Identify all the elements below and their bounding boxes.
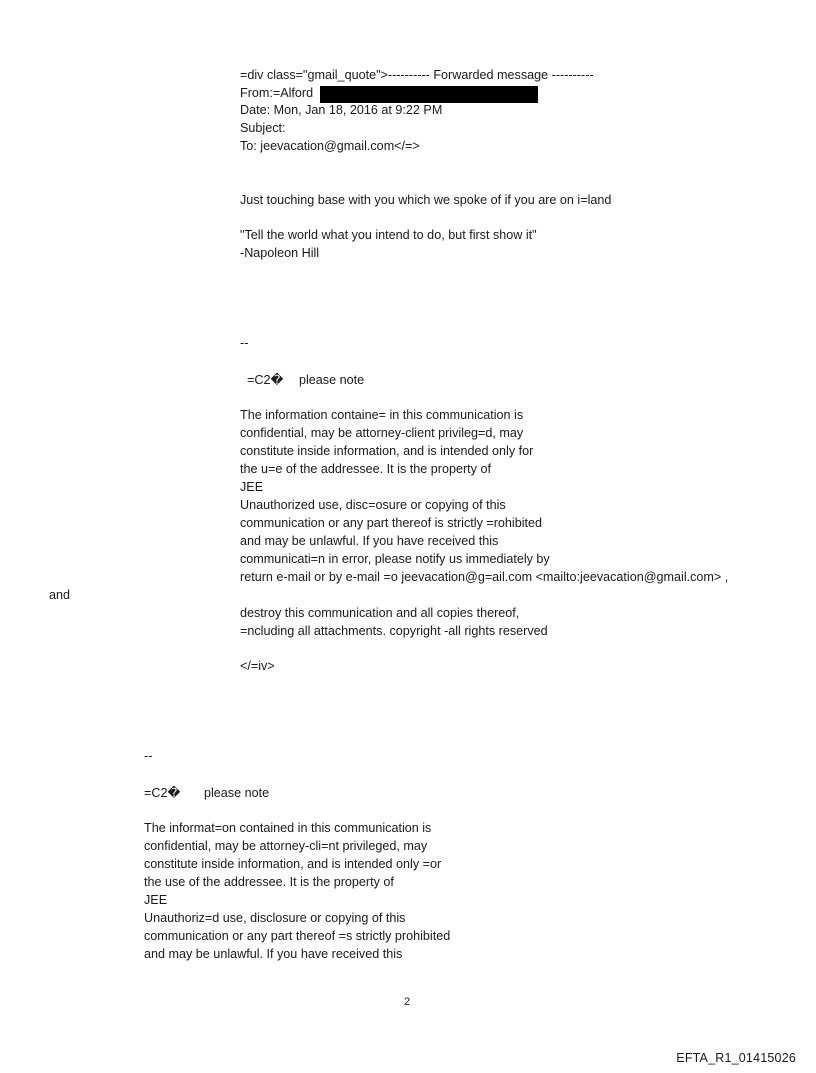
disclaimer-line: the u=e of the addressee. It is the property of [240, 462, 491, 476]
disclaimer-line: and may be unlawful. If you have received this [240, 534, 499, 548]
page-number: 2 [404, 996, 411, 1008]
disclaimer-line: The information containe= in this communication is [240, 408, 524, 422]
disclaimer-line: JEE [240, 480, 264, 494]
closing-tag: </=iv> [240, 659, 275, 673]
message-text: Just touching base with you which we spoke of if you are on i=land [240, 193, 612, 207]
footer-disclaimer-line: The informat=on contained in this communication is [144, 821, 432, 835]
footer-disclaimer-line: JEE [144, 893, 168, 907]
from-line: From:=Alford [240, 86, 314, 100]
quote-attribution: -Napoleon Hill [240, 246, 320, 260]
gmail-quote-line: =div class="gmail_quote">---------- Forwarded message ---------- [240, 68, 594, 82]
please-note-prefix: =C2� [144, 786, 181, 800]
disclaimer-line: communicati=n in error, please notify us immediately by [240, 552, 550, 566]
disclaimer-line: Unauthorized use, disc=osure or copying of this [240, 498, 506, 512]
disclaimer-line: communication or any part thereof is strictly =rohibited [240, 516, 543, 530]
document-id: EFTA_R1_01415026 [676, 1051, 796, 1065]
footer-disclaimer-line: Unauthoriz=d use, disclosure or copying of this [144, 911, 406, 925]
please-note-prefix: =C2� [247, 373, 284, 387]
footer-disclaimer-line: confidential, may be attorney-cli=nt privileged, may [144, 839, 428, 853]
to-line: To: jeevacation@gmail.com</=> [240, 139, 420, 153]
disclaimer-line: constitute inside information, and is intended only for [240, 444, 534, 458]
please-note-label: please note [299, 373, 365, 387]
footer-disclaimer-line: the use of the addressee. It is the property of [144, 875, 394, 889]
footer-disclaimer-line: communication or any part thereof =s strictly prohibited [144, 929, 451, 943]
wrapped-and-word: and [49, 588, 71, 602]
date-line: Date: Mon, Jan 18, 2016 at 9:22 PM [240, 103, 443, 117]
footer-disclaimer-line: and may be unlawful. If you have received this [144, 947, 403, 961]
disclaimer-line: =ncluding all attachments. copyright -all rights reserved [240, 624, 548, 638]
footer-disclaimer-line: constitute inside information, and is intended only =or [144, 857, 442, 871]
disclaimer-line: confidential, may be attorney-client privileg=d, may [240, 426, 524, 440]
please-note-label: please note [204, 786, 270, 800]
disclaimer-line: return e-mail or by e-mail =o jeevacation@g=ail.com <mailto:jeevacation@gmail.com> , [240, 570, 729, 584]
quote-text: "Tell the world what you intend to do, but first show it" [240, 228, 537, 242]
subject-line: Subject: [240, 121, 286, 135]
signature-separator: -- [240, 336, 249, 350]
redaction-bar [320, 86, 538, 103]
disclaimer-line: destroy this communication and all copies thereof, [240, 606, 520, 620]
footer-separator: -- [144, 749, 153, 763]
